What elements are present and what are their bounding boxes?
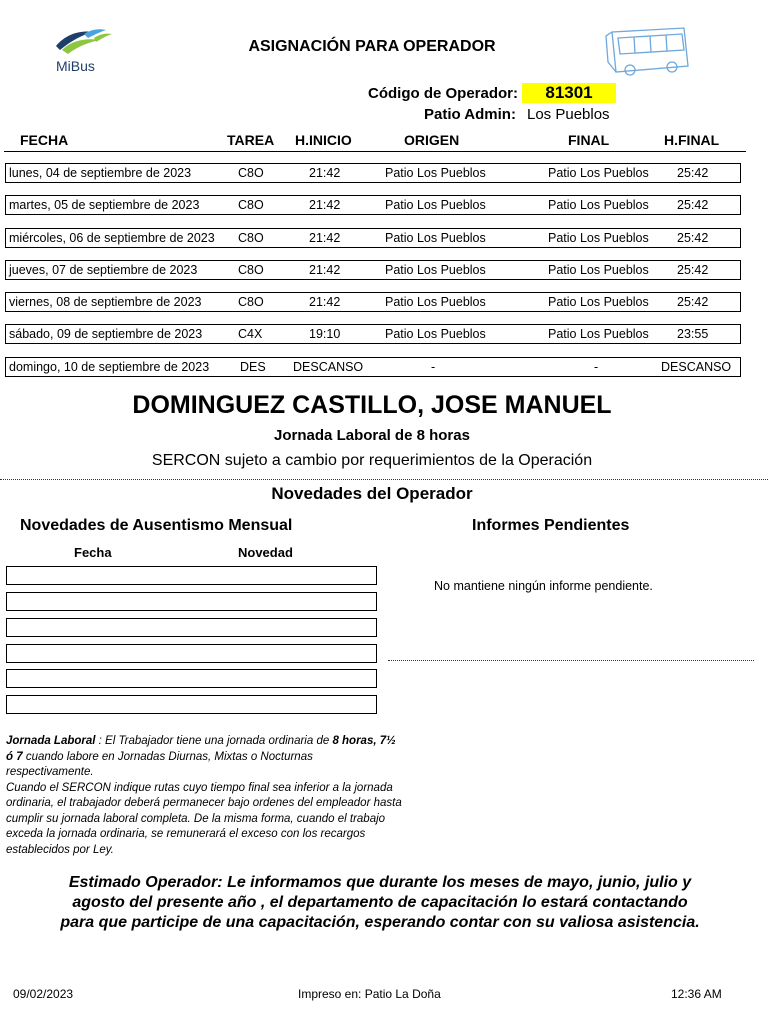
table-row — [5, 195, 741, 215]
legal-text-1: : El Trabajador tiene una jornada ordinaria de — [95, 735, 333, 747]
cell-inicio: 21:42 — [309, 198, 341, 212]
jornada-text: Jornada Laboral de 8 horas — [274, 427, 470, 444]
reports-divider — [388, 660, 754, 661]
cell-inicio: 21:42 — [309, 263, 341, 277]
table-row — [5, 228, 741, 248]
table-row — [5, 324, 741, 344]
footer-time: 12:36 AM — [671, 987, 722, 1001]
footer-date: 09/02/2023 — [13, 987, 74, 1001]
page-title: ASIGNACIÓN PARA OPERADOR — [248, 38, 496, 55]
footer-printed: Impreso en: Patio La Doña — [298, 987, 441, 1001]
reports-text: No mantiene ningún informe pendiente. — [434, 579, 653, 593]
cell-final: Patio Los Pueblos — [548, 166, 649, 180]
cell-tarea: C4X — [238, 327, 263, 341]
operator-name: DOMINGUEZ CASTILLO, JOSE MANUEL — [132, 391, 612, 419]
operator-code-value: 81301 — [522, 83, 616, 103]
cell-final: Patio Los Pueblos — [548, 263, 649, 277]
cell-final: Patio Los Pueblos — [548, 198, 649, 212]
table-row — [5, 260, 741, 280]
cell-fecha: miércoles, 06 de septiembre de 2023 — [9, 231, 215, 245]
col-header-origen: ORIGEN — [404, 132, 460, 148]
cell-hfinal: 25:42 — [677, 231, 709, 245]
cell-inicio: DESCANSO — [293, 360, 364, 374]
cell-tarea: DES — [240, 360, 266, 374]
cell-origen: Patio Los Pueblos — [385, 166, 486, 180]
col-header-final: FINAL — [568, 132, 610, 148]
cell-final: Patio Los Pueblos — [548, 231, 649, 245]
header-divider — [4, 151, 746, 152]
cell-tarea: C8O — [238, 231, 264, 245]
table-row — [5, 292, 741, 312]
operator-code-label: Código de Operador: — [368, 85, 518, 102]
absence-field[interactable] — [6, 566, 377, 585]
col-header-tarea: TAREA — [227, 132, 275, 148]
dotted-divider — [0, 479, 768, 480]
reports-title: Informes Pendientes — [472, 517, 630, 534]
absence-col-novedad: Novedad — [238, 545, 293, 560]
col-header-fecha: FECHA — [20, 132, 69, 148]
legal-label: Jornada Laboral — [6, 735, 96, 747]
legal-hours: 8 horas, 7½ ó 7 — [6, 735, 396, 763]
cell-final: - — [594, 360, 599, 374]
cell-fecha: sábado, 09 de septiembre de 2023 — [9, 327, 203, 341]
cell-final: Patio Los Pueblos — [548, 327, 649, 341]
cell-tarea: C8O — [238, 263, 264, 277]
bus-icon — [604, 22, 694, 78]
cell-origen: - — [431, 360, 436, 374]
absence-field[interactable] — [6, 695, 377, 714]
cell-fecha: martes, 05 de septiembre de 2023 — [9, 198, 200, 212]
absence-field[interactable] — [6, 669, 377, 688]
cell-hfinal: 25:42 — [677, 295, 709, 309]
novedades-title: Novedades del Operador — [271, 484, 473, 503]
table-row — [5, 163, 741, 183]
cell-origen: Patio Los Pueblos — [385, 295, 486, 309]
cell-origen: Patio Los Pueblos — [385, 231, 486, 245]
cell-fecha: lunes, 04 de septiembre de 2023 — [9, 166, 192, 180]
absence-field[interactable] — [6, 644, 377, 663]
cell-inicio: 21:42 — [309, 231, 341, 245]
absence-field[interactable] — [6, 592, 377, 611]
cell-fecha: viernes, 08 de septiembre de 2023 — [9, 295, 202, 309]
cell-origen: Patio Los Pueblos — [385, 263, 486, 277]
cell-inicio: 21:42 — [309, 295, 341, 309]
patio-value: Los Pueblos — [527, 106, 610, 123]
cell-fecha: domingo, 10 de septiembre de 2023 — [9, 360, 210, 374]
sercon-note: SERCON sujeto a cambio por requerimientos de la Operación — [151, 452, 593, 469]
cell-tarea: C8O — [238, 295, 264, 309]
patio-label: Patio Admin: — [424, 106, 516, 123]
col-header-inicio: H.INICIO — [295, 132, 352, 148]
cell-inicio: 19:10 — [309, 327, 341, 341]
cell-tarea: C8O — [238, 198, 264, 212]
legal-text-3: Cuando el SERCON indique rutas cuyo tiempo final sea inferior a la jornada ordinaria, el trabajador deberá permanecer bajo ordenes del empleador hasta cumplir su jornada laboral completa. De la misma forma, cuando el trabajo exceda la jornada ordinaria, se remunerará el exceso con los recargos establecidos por Ley. — [6, 781, 402, 856]
cell-tarea: C8O — [238, 166, 264, 180]
table-row — [5, 357, 741, 377]
legal-text-2: cuando labore en Jornadas Diurnas, Mixtas o Nocturnas respectivamente. — [6, 750, 313, 778]
cell-hfinal: 25:42 — [677, 263, 709, 277]
cell-hfinal: 25:42 — [677, 198, 709, 212]
cell-hfinal: 23:55 — [677, 327, 709, 341]
logo-text: MiBus — [56, 58, 95, 74]
cell-hfinal: 25:42 — [677, 166, 709, 180]
training-notice: Estimado Operador: Le informamos que durante los meses de mayo, junio, julio y agosto del presente año , el departamento de capacitación lo estará contactando para que participe de una capacitación, esperando contar con su valiosa asistencia. — [60, 874, 700, 931]
cell-inicio: 21:42 — [309, 166, 341, 180]
col-header-hfinal: H.FINAL — [664, 132, 720, 148]
cell-origen: Patio Los Pueblos — [385, 327, 486, 341]
absence-col-fecha: Fecha — [74, 545, 112, 560]
cell-fecha: jueves, 07 de septiembre de 2023 — [9, 263, 198, 277]
absence-title: Novedades de Ausentismo Mensual — [20, 517, 293, 534]
cell-final: Patio Los Pueblos — [548, 295, 649, 309]
legal-note — [6, 734, 402, 858]
absence-field[interactable] — [6, 618, 377, 637]
cell-origen: Patio Los Pueblos — [385, 198, 486, 212]
cell-hfinal: DESCANSO — [661, 360, 732, 374]
